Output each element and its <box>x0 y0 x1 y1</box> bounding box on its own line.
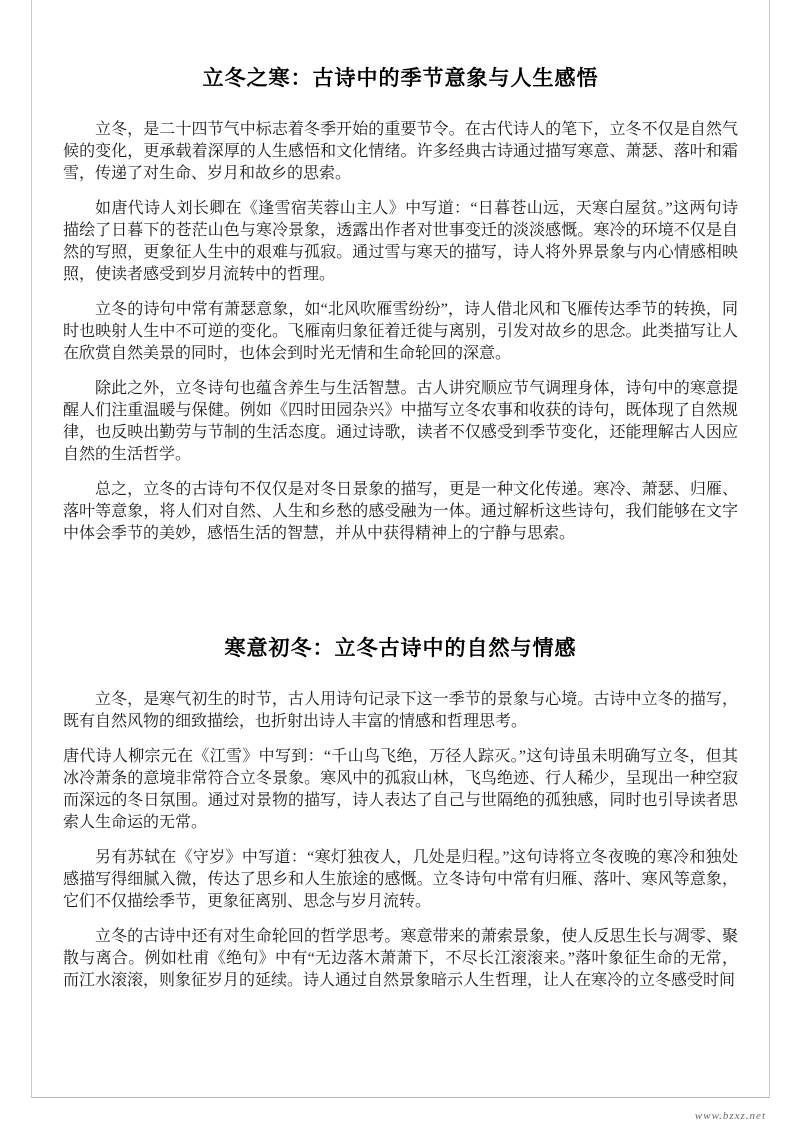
article-1-title: 立冬之寒：古诗中的季节意象与人生感悟 <box>202 66 599 90</box>
article-2-title: 寒意初冬：立冬古诗中的自然与情感 <box>224 636 577 660</box>
paragraph: 立冬，是寒气初生的时节，古人用诗句记录下这一季节的景象与心境。古诗中立冬的描写，既有自然风物的细致描绘，也折射出诗人丰富的情感和哲理思考。 <box>63 691 738 730</box>
article-1 <box>63 62 738 545</box>
paragraph: 总之，立冬的古诗句不仅仅是对冬日景象的描写，更是一种文化传递。寒冷、萧瑟、归雁、落叶等意象，将人们对自然、人生和乡愁的感受融为一体。通过解析这些诗句，我们能够在文字中体会季节的美妙，感悟生活的智慧，并从中获得精神上的宁静与思索。 <box>63 481 738 542</box>
paragraph: 另有苏轼在《守岁》中写道：“寒灯独夜人，几处是归程。”这句诗将立冬夜晚的寒冷和独处感描写得细腻入微，传达了思乡和人生旅途的感慨。立冬诗句中常有归雁、落叶、寒风等意象，它们不仅描绘季节，更象征离别、思念与岁月流转。 <box>63 849 738 910</box>
paragraph: 唐代诗人柳宗元在《江雪》中写到：“千山鸟飞绝，万径人踪灭。”这句诗虽未明确写立冬，但其冰冷萧条的意境非常符合立冬景象。寒风中的孤寂山林，飞鸟绝迹、行人稀少，呈现出一种空寂而深远的冬日氛围。通过对景物的描写，诗人表达了自己与世隔绝的孤独感，同时也引导读者思索人生命运的无常。 <box>63 748 738 831</box>
paragraph: 立冬的诗句中常有萧瑟意象，如“北风吹雁雪纷纷”，诗人借北风和飞雁传达季节的转换，同时也映射人生中不可逆的变化。飞雁南归象征着迁徙与离别，引发对故乡的思念。此类描写让人在欣赏自然美景的同时，也体会到时光无情和生命轮回的深意。 <box>63 301 738 362</box>
paragraph: 立冬的古诗中还有对生命轮回的哲学思考。寒意带来的萧索景象，使人反思生长与凋零、聚散与离合。例如杜甫《绝句》中有“无边落木萧萧下，不尽长江滚滚来。”落叶象征生命的无常，而江水滚滚，则象征岁月的延续。诗人通过自然景象暗示人生哲理，让人在寒冷的立冬感受时间 <box>63 928 738 989</box>
article-separator <box>63 558 738 632</box>
paragraph: 除此之外，立冬诗句也蕴含养生与生活智慧。古人讲究顺应节气调理身体，诗句中的寒意提醒人们注重温暖与保健。例如《四时田园杂兴》中描写立冬农事和收获的诗句，既体现了自然规律，也反映出勤劳与节制的生活态度。通过诗歌，读者不仅感受到季节变化，还能理解古人因应自然的生活哲学。 <box>63 380 738 463</box>
page-content <box>63 62 738 1005</box>
paragraph: 立冬，是二十四节气中标志着冬季开始的重要节令。在古代诗人的笔下，立冬不仅是自然气候的变化，更承载着深厚的人生感悟和文化情绪。许多经典古诗通过描写寒意、萧瑟、落叶和霜雪，传递了对生命、岁月和故乡的思索。 <box>63 121 738 182</box>
footer-url: www.bzxz.net <box>694 1110 766 1122</box>
article-2 <box>63 632 738 992</box>
paragraph: 如唐代诗人刘长卿在《逢雪宿芙蓉山主人》中写道：“日暮苍山远，天寒白屋贫。”这两句诗描绘了日暮下的苍茫山色与寒冷景象，透露出作者对世事变迁的淡淡感慨。寒冷的环境不仅是自然的写照，更象征人生中的艰难与孤寂。通过雪与寒天的描写，诗人将外界景象与内心情感相映照，使读者感受到岁月流转中的哲理。 <box>63 200 738 283</box>
